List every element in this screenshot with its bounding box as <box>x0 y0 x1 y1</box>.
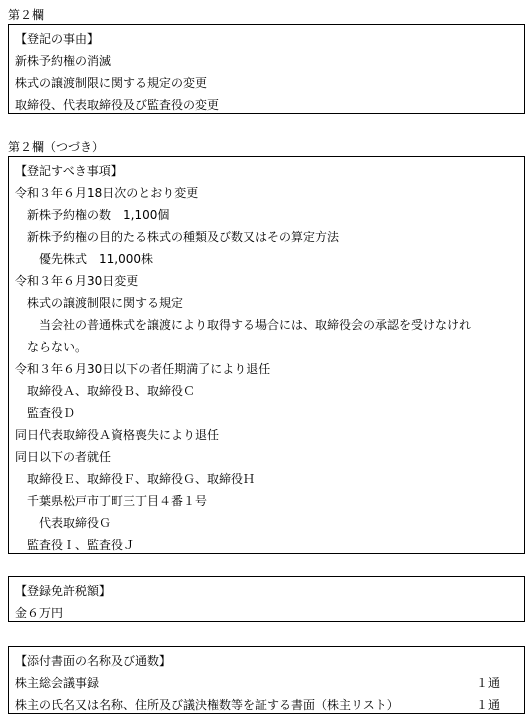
matter-line: 新株予約権の目的たる株式の種類及び数又はその算定方法 <box>27 230 340 244</box>
matter-line: 監査役Ｄ <box>27 406 76 420</box>
reason-line: 株式の譲渡制限に関する規定の変更 <box>15 76 208 90</box>
attached-document-name: 株主の氏名又は名称、住所及び議決権数等を証する書面（株主リスト） <box>15 698 399 712</box>
registration-reason-box <box>8 24 525 114</box>
matter-line: 取締役Ｅ、取締役Ｆ、取締役Ｇ、取締役Ｈ <box>27 472 256 486</box>
matter-line: 千葉県松戸市丁町三丁目４番１号 <box>27 494 208 508</box>
attached-documents-box <box>8 646 525 714</box>
matter-line: ならない。 <box>27 340 88 354</box>
matter-line: 同日代表取締役Ａ資格喪失により退任 <box>15 428 220 442</box>
matter-line: 監査役Ｉ、監査役Ｊ <box>27 538 136 552</box>
attached-documents-title: 【添付書面の名称及び通数】 <box>15 654 172 668</box>
matter-line: 取締役Ａ、取締役Ｂ、取締役Ｃ <box>27 384 196 398</box>
registration-reason-title: 【登記の事由】 <box>15 32 100 46</box>
matter-line: 令和３年６月18日次のとおり変更 <box>15 186 199 200</box>
attached-document-name: 株主総会議事録 <box>15 676 100 690</box>
matter-line: 当会社の普通株式を譲渡により取得する場合には、取締役会の承認を受けなけれ <box>39 318 472 332</box>
reason-line: 取締役、代表取締役及び監査役の変更 <box>15 98 220 112</box>
registration-tax-title: 【登録免許税額】 <box>15 584 112 598</box>
registrable-matters-box <box>8 156 525 554</box>
registrable-matters-title: 【登記すべき事項】 <box>15 164 123 178</box>
matter-line: 新株予約権の数 1,100個 <box>27 208 170 222</box>
registration-tax-box <box>8 576 525 622</box>
reason-line: 新株予約権の消滅 <box>15 54 112 68</box>
matter-line: 令和３年６月30日変更 <box>15 274 139 288</box>
attached-document-count: １通 <box>475 676 500 690</box>
matter-line: 株式の譲渡制限に関する規定 <box>27 296 184 310</box>
attached-document-count: １通 <box>475 698 500 712</box>
attached-document-row <box>15 694 518 716</box>
attached-document-row <box>15 672 518 694</box>
matter-line: 令和３年６月30日以下の者任期満了により退任 <box>15 362 271 376</box>
section2-heading: 第２欄（つづき） <box>8 140 105 154</box>
matter-line: 代表取締役Ｇ <box>39 516 112 530</box>
matter-line: 同日以下の者就任 <box>15 450 112 464</box>
registration-tax-amount: 金６万円 <box>15 606 64 620</box>
matter-line: 優先株式 11,000株 <box>39 252 153 266</box>
section1-heading: 第２欄 <box>8 8 45 22</box>
